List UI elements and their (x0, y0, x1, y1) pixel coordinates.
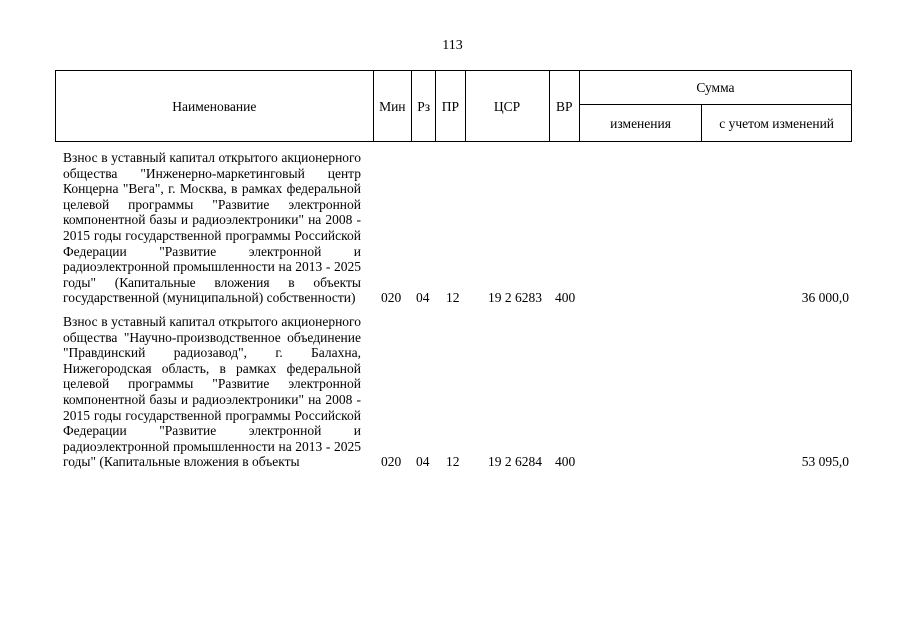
row-csr: 19 2 6283 (488, 290, 542, 306)
row-name: Взнос в уставный капитал открытого акционерного общества "Научно-производственное объединение "Правдинский радиозавод", г. Балахна, Нижегородская область, в рамках федеральной целевой программы "Развитие электронной компонентной базы и радиоэлектроники" на 2008 - 2015 годы государственной программы Российской Федерации "Развитие электронной и радиоэлектронной промышленности на 2013 - 2025 годы" (Капитальные вложения в объекты (63, 313, 361, 470)
header-with-changes: с учетом изменений (702, 105, 852, 142)
header-rz: Рз (412, 71, 436, 142)
page-number: 113 (442, 38, 463, 53)
header-csr: ЦСР (465, 71, 549, 142)
row-name: Взнос в уставный капитал открытого акционерного общества "Инженерно-маркетинговый центр Концерна "Вега", г. Москва, в рамках федеральной целевой программы "Развитие электронной компонентной базы и радиоэлектроники" на 2008 - 2015 годы государственной программы Российской Федерации "Развитие электронной и радиоэлектронной промышленности на 2013 - 2025 годы" (Капитальные вложения в объекты государственной (муниципальной) собственности) (63, 150, 361, 306)
header-pr: ПР (436, 71, 465, 142)
row-sum-with-changes: 36 000,0 (801, 290, 849, 306)
table-row (55, 142, 852, 306)
row-csr: 19 2 6284 (488, 454, 542, 470)
header-changes: изменения (579, 105, 701, 142)
row-min: 020 (381, 454, 402, 470)
header-name: Наименование (56, 71, 374, 142)
row-rz: 04 (416, 454, 430, 470)
row-pr: 12 (446, 454, 460, 470)
header-min: Мин (373, 71, 411, 142)
row-vr: 400 (555, 290, 576, 306)
table-body (55, 142, 852, 470)
table-row (55, 306, 852, 470)
header-vr: ВР (549, 71, 579, 142)
row-pr: 12 (446, 290, 460, 306)
row-sum-with-changes: 53 095,0 (801, 454, 849, 470)
row-min: 020 (381, 290, 402, 306)
table-header (55, 70, 852, 142)
row-rz: 04 (416, 290, 430, 306)
row-vr: 400 (555, 454, 576, 470)
header-summa: Сумма (579, 71, 851, 105)
